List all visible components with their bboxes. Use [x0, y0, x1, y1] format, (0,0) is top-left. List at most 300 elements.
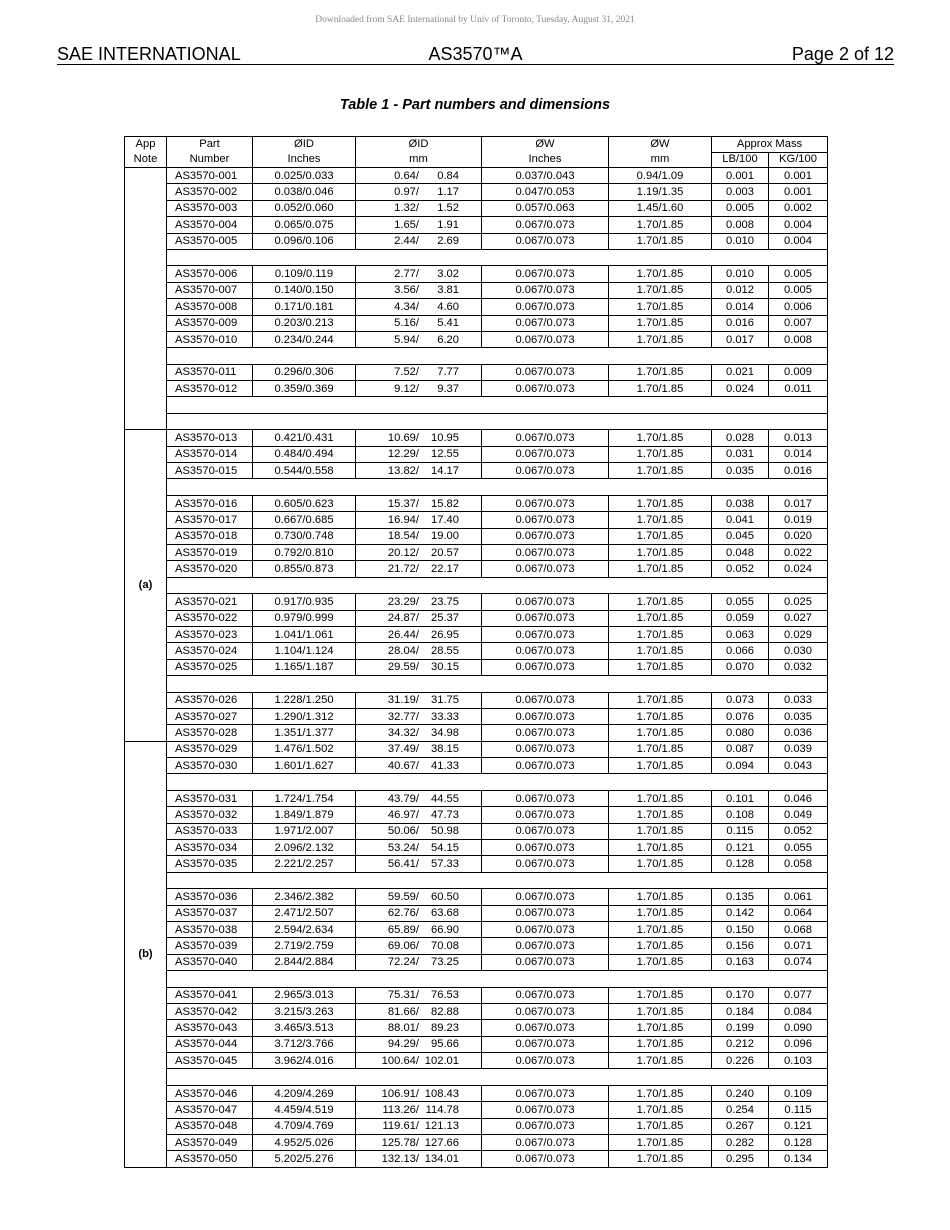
part-number: AS3570-037 — [167, 905, 253, 921]
table-row — [125, 1118, 828, 1134]
header-id-mm: ØID — [356, 137, 482, 153]
spacer-cell — [167, 971, 828, 987]
header-kg: KG/100 — [769, 152, 828, 168]
part-number: AS3570-043 — [167, 1020, 253, 1036]
table-row — [125, 233, 828, 249]
id-inches: 0.855/0.873 — [253, 561, 356, 577]
mass-kg: 0.011 — [769, 381, 828, 397]
mass-kg: 0.084 — [769, 1003, 828, 1019]
id-mm — [356, 364, 482, 380]
w-inches: 0.067/0.073 — [482, 1085, 609, 1101]
part-number: AS3570-024 — [167, 643, 253, 659]
id-mm-max: 19.00 — [431, 530, 459, 543]
w-inches: 0.067/0.073 — [482, 495, 609, 511]
w-inches: 0.067/0.073 — [482, 905, 609, 921]
part-number: AS3570-019 — [167, 544, 253, 560]
w-mm: 1.70/1.85 — [609, 446, 712, 462]
mass-kg: 0.074 — [769, 954, 828, 970]
id-mm-max: 25.37 — [431, 612, 459, 625]
part-number: AS3570-015 — [167, 463, 253, 479]
mass-lb: 0.076 — [712, 708, 769, 724]
w-inches: 0.067/0.073 — [482, 1003, 609, 1019]
mass-kg: 0.058 — [769, 856, 828, 872]
w-inches: 0.067/0.073 — [482, 331, 609, 347]
id-inches: 1.849/1.879 — [253, 807, 356, 823]
table-row — [125, 807, 828, 823]
part-number: AS3570-016 — [167, 495, 253, 511]
w-inches: 0.067/0.073 — [482, 282, 609, 298]
id-inches: 1.041/1.061 — [253, 626, 356, 642]
table-row — [125, 725, 828, 741]
mass-kg: 0.035 — [769, 708, 828, 724]
spacer-row — [125, 676, 828, 692]
id-mm-max: 7.77 — [437, 366, 459, 379]
w-inches: 0.067/0.073 — [482, 1102, 609, 1118]
id-mm-max: 134.01 — [424, 1153, 459, 1166]
id-mm-min: 13.82/ — [387, 464, 419, 477]
w-mm: 1.70/1.85 — [609, 659, 712, 675]
w-mm: 1.70/1.85 — [609, 692, 712, 708]
id-mm — [356, 659, 482, 675]
mass-lb: 0.017 — [712, 331, 769, 347]
part-number: AS3570-044 — [167, 1036, 253, 1052]
table-row — [125, 381, 828, 397]
id-inches: 0.792/0.810 — [253, 544, 356, 560]
w-inches: 0.067/0.073 — [482, 921, 609, 937]
table-row — [125, 331, 828, 347]
id-mm — [356, 528, 482, 544]
id-mm-min: 10.69/ — [387, 431, 419, 444]
table-row — [125, 987, 828, 1003]
table-row — [125, 823, 828, 839]
spacer-row — [125, 397, 828, 413]
mass-kg: 0.049 — [769, 807, 828, 823]
w-inches: 0.067/0.073 — [482, 741, 609, 757]
part-number: AS3570-032 — [167, 807, 253, 823]
w-mm: 1.70/1.85 — [609, 807, 712, 823]
part-number: AS3570-047 — [167, 1102, 253, 1118]
mass-kg: 0.039 — [769, 741, 828, 757]
w-inches: 0.067/0.073 — [482, 823, 609, 839]
dimensions-table — [124, 136, 828, 1168]
id-inches: 0.730/0.748 — [253, 528, 356, 544]
id-inches: 0.109/0.119 — [253, 266, 356, 282]
w-mm: 1.70/1.85 — [609, 381, 712, 397]
mass-kg: 0.061 — [769, 889, 828, 905]
id-inches: 4.459/4.519 — [253, 1102, 356, 1118]
id-mm — [356, 725, 482, 741]
id-mm-min: 69.06/ — [387, 940, 419, 953]
id-mm-max: 108.43 — [424, 1087, 459, 1100]
id-mm — [356, 1118, 482, 1134]
part-number: AS3570-025 — [167, 659, 253, 675]
w-mm: 1.70/1.85 — [609, 544, 712, 560]
mass-lb: 0.066 — [712, 643, 769, 659]
id-mm-max: 63.68 — [431, 907, 459, 920]
mass-lb: 0.267 — [712, 1118, 769, 1134]
mass-lb: 0.073 — [712, 692, 769, 708]
w-mm: 1.70/1.85 — [609, 430, 712, 446]
id-mm-max: 33.33 — [431, 710, 459, 723]
w-inches: 0.067/0.073 — [482, 1135, 609, 1151]
id-mm-min: 15.37/ — [387, 497, 419, 510]
table-row — [125, 266, 828, 282]
mass-kg: 0.002 — [769, 200, 828, 216]
id-inches: 0.605/0.623 — [253, 495, 356, 511]
id-inches: 0.038/0.046 — [253, 184, 356, 200]
id-mm-max: 4.60 — [437, 300, 459, 313]
mass-lb: 0.041 — [712, 512, 769, 528]
mass-lb: 0.226 — [712, 1053, 769, 1069]
id-mm-min: 40.67/ — [387, 759, 419, 772]
id-inches: 2.594/2.634 — [253, 921, 356, 937]
id-mm — [356, 823, 482, 839]
id-mm-min: 81.66/ — [387, 1005, 419, 1018]
mass-lb: 0.087 — [712, 741, 769, 757]
spacer-cell — [167, 676, 828, 692]
w-mm: 1.70/1.85 — [609, 610, 712, 626]
spacer-row — [125, 413, 828, 429]
id-mm — [356, 282, 482, 298]
w-mm: 1.70/1.85 — [609, 233, 712, 249]
id-mm — [356, 184, 482, 200]
id-inches: 0.296/0.306 — [253, 364, 356, 380]
mass-lb: 0.024 — [712, 381, 769, 397]
mass-lb: 0.282 — [712, 1135, 769, 1151]
app-note — [125, 168, 167, 430]
table-row — [125, 659, 828, 675]
table-row — [125, 889, 828, 905]
id-mm-max: 70.08 — [431, 940, 459, 953]
id-mm-max: 26.95 — [431, 628, 459, 641]
header-inches: Inches — [482, 152, 609, 168]
id-mm-min: 56.41/ — [387, 858, 419, 871]
id-mm — [356, 1053, 482, 1069]
id-mm — [356, 381, 482, 397]
id-mm-max: 3.02 — [437, 268, 459, 281]
part-number: AS3570-014 — [167, 446, 253, 462]
id-mm — [356, 987, 482, 1003]
w-inches: 0.047/0.053 — [482, 184, 609, 200]
id-mm — [356, 790, 482, 806]
mass-lb: 0.094 — [712, 758, 769, 774]
w-mm: 1.70/1.85 — [609, 1102, 712, 1118]
id-mm — [356, 758, 482, 774]
header-part: Part — [167, 137, 253, 153]
id-mm — [356, 200, 482, 216]
id-mm-max: 3.81 — [437, 284, 459, 297]
w-inches: 0.067/0.073 — [482, 364, 609, 380]
w-mm: 1.70/1.85 — [609, 758, 712, 774]
mass-kg: 0.055 — [769, 840, 828, 856]
mass-lb: 0.031 — [712, 446, 769, 462]
mass-lb: 0.142 — [712, 905, 769, 921]
mass-kg: 0.004 — [769, 217, 828, 233]
part-number: AS3570-010 — [167, 331, 253, 347]
w-mm: 1.70/1.85 — [609, 512, 712, 528]
w-mm: 1.70/1.85 — [609, 1151, 712, 1167]
mass-kg: 0.005 — [769, 266, 828, 282]
id-mm-min: 75.31/ — [387, 989, 419, 1002]
w-mm: 1.70/1.85 — [609, 1135, 712, 1151]
table-row — [125, 1020, 828, 1036]
header-mm: mm — [356, 152, 482, 168]
spacer-row — [125, 479, 828, 495]
mass-lb: 0.055 — [712, 594, 769, 610]
spacer-row — [125, 774, 828, 790]
part-number: AS3570-020 — [167, 561, 253, 577]
mass-lb: 0.184 — [712, 1003, 769, 1019]
w-mm: 1.70/1.85 — [609, 1003, 712, 1019]
part-number: AS3570-012 — [167, 381, 253, 397]
id-inches: 1.601/1.627 — [253, 758, 356, 774]
id-mm — [356, 1135, 482, 1151]
id-mm-min: 53.24/ — [387, 841, 419, 854]
w-inches: 0.067/0.073 — [482, 659, 609, 675]
w-inches: 0.067/0.073 — [482, 954, 609, 970]
id-mm — [356, 233, 482, 249]
id-mm — [356, 1003, 482, 1019]
id-mm-min: 1.32/ — [394, 202, 419, 215]
spacer-cell — [167, 577, 828, 593]
table-row — [125, 643, 828, 659]
table-row — [125, 495, 828, 511]
header-note: Note — [125, 152, 167, 168]
w-inches: 0.067/0.073 — [482, 889, 609, 905]
spacer-cell — [167, 774, 828, 790]
part-number: AS3570-011 — [167, 364, 253, 380]
w-inches: 0.067/0.073 — [482, 938, 609, 954]
mass-lb: 0.121 — [712, 840, 769, 856]
id-mm — [356, 938, 482, 954]
header-number: Number — [167, 152, 253, 168]
part-number: AS3570-021 — [167, 594, 253, 610]
spacer-cell — [167, 249, 828, 265]
id-inches: 0.065/0.075 — [253, 217, 356, 233]
id-mm — [356, 446, 482, 462]
table-row — [125, 905, 828, 921]
mass-lb: 0.128 — [712, 856, 769, 872]
mass-kg: 0.006 — [769, 299, 828, 315]
id-inches: 0.359/0.369 — [253, 381, 356, 397]
id-inches: 0.484/0.494 — [253, 446, 356, 462]
table-row — [125, 708, 828, 724]
id-inches: 3.962/4.016 — [253, 1053, 356, 1069]
w-inches: 0.037/0.043 — [482, 168, 609, 184]
mass-kg: 0.033 — [769, 692, 828, 708]
id-mm — [356, 856, 482, 872]
id-mm-max: 28.55 — [431, 645, 459, 658]
part-number: AS3570-008 — [167, 299, 253, 315]
mass-lb: 0.135 — [712, 889, 769, 905]
mass-lb: 0.005 — [712, 200, 769, 216]
w-mm: 1.70/1.85 — [609, 217, 712, 233]
mass-lb: 0.016 — [712, 315, 769, 331]
id-inches: 4.709/4.769 — [253, 1118, 356, 1134]
id-mm — [356, 266, 482, 282]
spacer-row — [125, 348, 828, 364]
id-inches: 5.202/5.276 — [253, 1151, 356, 1167]
id-mm — [356, 331, 482, 347]
id-mm-max: 54.15 — [431, 841, 459, 854]
table-row — [125, 626, 828, 642]
table-row — [125, 446, 828, 462]
id-inches: 2.346/2.382 — [253, 889, 356, 905]
part-number: AS3570-001 — [167, 168, 253, 184]
mass-lb: 0.052 — [712, 561, 769, 577]
w-inches: 0.067/0.073 — [482, 807, 609, 823]
table-row — [125, 610, 828, 626]
id-mm-min: 28.04/ — [387, 645, 419, 658]
part-number: AS3570-035 — [167, 856, 253, 872]
id-mm-min: 31.19/ — [387, 694, 419, 707]
part-number: AS3570-049 — [167, 1135, 253, 1151]
mass-kg: 0.064 — [769, 905, 828, 921]
table-row — [125, 1085, 828, 1101]
w-mm: 1.70/1.85 — [609, 1020, 712, 1036]
w-mm: 1.70/1.85 — [609, 528, 712, 544]
id-mm-min: 72.24/ — [387, 956, 419, 969]
w-mm: 1.70/1.85 — [609, 282, 712, 298]
id-mm-min: 7.52/ — [394, 366, 419, 379]
header-app: App — [125, 137, 167, 153]
page-number: Page 2 of 12 — [791, 44, 894, 64]
id-mm-max: 31.75 — [431, 694, 459, 707]
mass-kg: 0.032 — [769, 659, 828, 675]
table-row — [125, 184, 828, 200]
header-w-mm: ØW — [609, 137, 712, 153]
mass-lb: 0.150 — [712, 921, 769, 937]
mass-lb: 0.059 — [712, 610, 769, 626]
id-mm-max: 15.82 — [431, 497, 459, 510]
part-number: AS3570-041 — [167, 987, 253, 1003]
mass-lb: 0.063 — [712, 626, 769, 642]
id-inches: 1.351/1.377 — [253, 725, 356, 741]
mass-kg: 0.090 — [769, 1020, 828, 1036]
id-inches: 2.844/2.884 — [253, 954, 356, 970]
app-note: (b) — [125, 741, 167, 1167]
w-mm: 0.94/1.09 — [609, 168, 712, 184]
id-mm-min: 20.12/ — [387, 546, 419, 559]
mass-lb: 0.199 — [712, 1020, 769, 1036]
w-inches: 0.067/0.073 — [482, 430, 609, 446]
w-inches: 0.067/0.073 — [482, 758, 609, 774]
id-inches: 0.234/0.244 — [253, 331, 356, 347]
w-inches: 0.067/0.073 — [482, 643, 609, 659]
mass-kg: 0.014 — [769, 446, 828, 462]
w-mm: 1.70/1.85 — [609, 1036, 712, 1052]
w-inches: 0.067/0.073 — [482, 725, 609, 741]
w-mm: 1.70/1.85 — [609, 889, 712, 905]
mass-kg: 0.046 — [769, 790, 828, 806]
id-mm-min: 132.13/ — [381, 1153, 419, 1166]
id-mm-max: 5.41 — [437, 317, 459, 330]
mass-lb: 0.014 — [712, 299, 769, 315]
id-mm — [356, 1085, 482, 1101]
w-inches: 0.067/0.073 — [482, 544, 609, 560]
id-mm-min: 29.59/ — [387, 661, 419, 674]
mass-lb: 0.038 — [712, 495, 769, 511]
w-inches: 0.067/0.073 — [482, 528, 609, 544]
mass-lb: 0.070 — [712, 659, 769, 675]
id-mm — [356, 741, 482, 757]
table-row — [125, 200, 828, 216]
id-mm-min: 2.77/ — [394, 268, 419, 281]
mass-kg: 0.109 — [769, 1085, 828, 1101]
table-header — [125, 137, 828, 168]
header-lb: LB/100 — [712, 152, 769, 168]
id-mm — [356, 840, 482, 856]
table-title: Table 1 - Part numbers and dimensions — [339, 97, 611, 113]
w-mm: 1.70/1.85 — [609, 643, 712, 659]
id-mm-min: 125.78/ — [381, 1136, 419, 1149]
part-number: AS3570-007 — [167, 282, 253, 298]
mass-lb: 0.028 — [712, 430, 769, 446]
id-mm-max: 60.50 — [431, 890, 459, 903]
part-number: AS3570-048 — [167, 1118, 253, 1134]
mass-kg: 0.103 — [769, 1053, 828, 1069]
id-mm-max: 89.23 — [431, 1022, 459, 1034]
table-row — [125, 954, 828, 970]
w-mm: 1.70/1.85 — [609, 856, 712, 872]
w-mm: 1.70/1.85 — [609, 1053, 712, 1069]
part-number: AS3570-039 — [167, 938, 253, 954]
id-inches: 1.104/1.124 — [253, 643, 356, 659]
mass-kg: 0.068 — [769, 921, 828, 937]
mass-kg: 0.007 — [769, 315, 828, 331]
part-number: AS3570-029 — [167, 741, 253, 757]
mass-lb: 0.048 — [712, 544, 769, 560]
part-number: AS3570-040 — [167, 954, 253, 970]
id-mm-max: 114.78 — [425, 1103, 459, 1116]
id-mm-min: 88.01/ — [387, 1022, 419, 1034]
w-mm: 1.70/1.85 — [609, 954, 712, 970]
id-mm-max: 82.88 — [431, 1005, 459, 1018]
mass-lb: 0.212 — [712, 1036, 769, 1052]
table-row — [125, 1053, 828, 1069]
w-inches: 0.067/0.073 — [482, 446, 609, 462]
id-mm-min: 59.59/ — [387, 890, 419, 903]
id-mm-max: 44.55 — [431, 792, 459, 805]
id-mm-min: 46.97/ — [387, 808, 419, 821]
id-inches: 0.052/0.060 — [253, 200, 356, 216]
w-mm: 1.70/1.85 — [609, 741, 712, 757]
w-inches: 0.067/0.073 — [482, 381, 609, 397]
id-mm-max: 34.98 — [431, 726, 459, 739]
w-inches: 0.067/0.073 — [482, 217, 609, 233]
id-inches: 0.025/0.033 — [253, 168, 356, 184]
spacer-row — [125, 1069, 828, 1085]
w-mm: 1.70/1.85 — [609, 364, 712, 380]
id-mm-min: 23.29/ — [387, 595, 419, 608]
part-number: AS3570-002 — [167, 184, 253, 200]
id-mm-max: 0.84 — [437, 169, 459, 182]
part-number: AS3570-028 — [167, 725, 253, 741]
id-mm-max: 6.20 — [437, 333, 459, 346]
part-number: AS3570-050 — [167, 1151, 253, 1167]
mass-lb: 0.035 — [712, 463, 769, 479]
part-number: AS3570-038 — [167, 921, 253, 937]
id-mm — [356, 1151, 482, 1167]
id-mm — [356, 643, 482, 659]
mass-kg: 0.121 — [769, 1118, 828, 1134]
w-mm: 1.70/1.85 — [609, 299, 712, 315]
download-notice: Downloaded from SAE International by Univ of Toronto, Tuesday, August 31, 2021 — [315, 15, 635, 25]
header-id-in: ØID — [253, 137, 356, 153]
id-mm-min: 0.97/ — [394, 186, 419, 199]
id-mm — [356, 626, 482, 642]
mass-kg: 0.134 — [769, 1151, 828, 1167]
